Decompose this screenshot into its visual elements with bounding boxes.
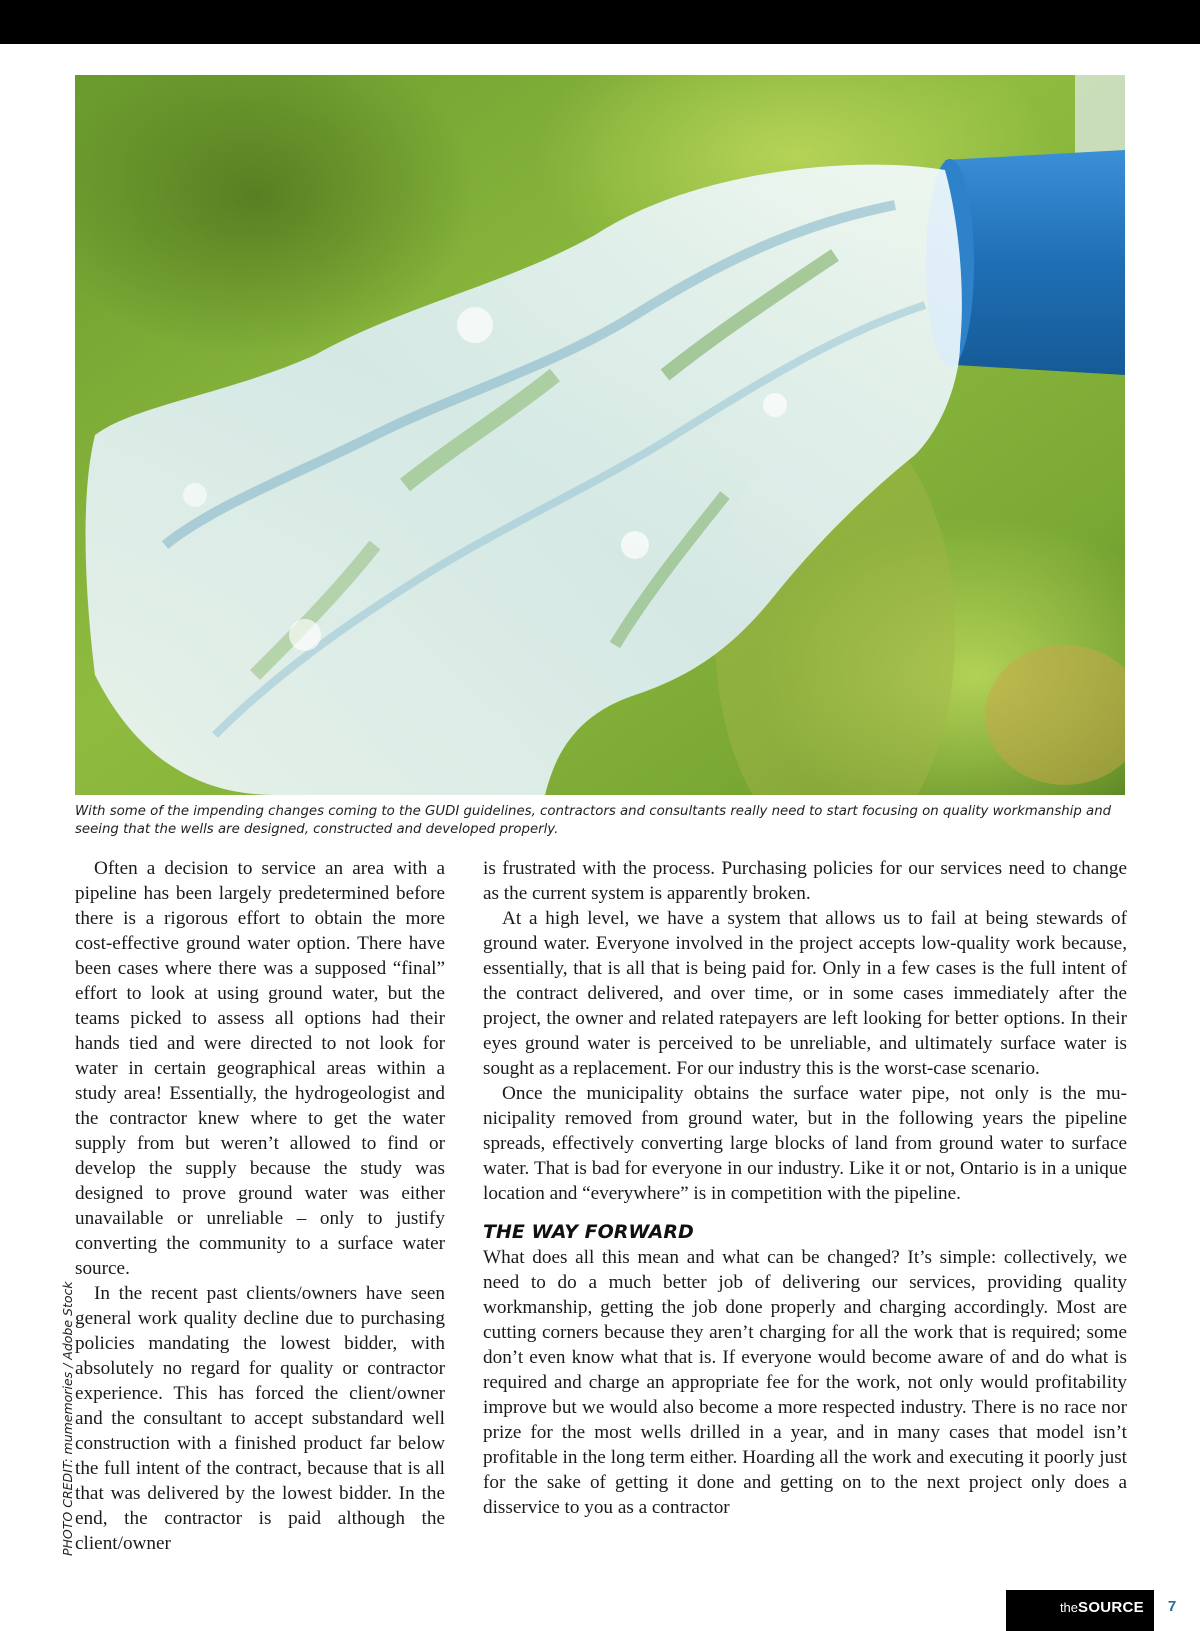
photo-credit: PHOTO CREDIT: mumemories / Adobe Stock — [60, 1281, 75, 1556]
top-black-bar — [0, 0, 1200, 44]
publication-prefix: the — [1059, 1600, 1079, 1615]
article-paragraph: In the recent past clients/owners have seen general work quality decline due to purchasing policies mandating the lowest bidder, with absolutely no regard for quality or contractor experience. This has forced the client/owner and the consultant to accept substandard well construction with a finished product far below the full intent of the contract, because that is all that was delivered by the lowest bidder. In the end, the contractor is paid although the client/owner — [75, 1283, 445, 1554]
article-left-column — [75, 856, 445, 1556]
article-paragraph: Often a decision to service an area with a pipeline has been largely predetermined before there is a rigorous effort to obtain the more cost-effective ground water option. There have been cases where there was a supposed “final” effort to look at using ground water, but the teams picked to assess all options had their hands tied and were directed to not look for water in certain geographical areas within a study area! Essentially, the hydrogeologist and the contractor knew where to get the water supply from but weren’t allowed to find or develop the supply because the study was designed to prove ground water was either unavailable or unreliable – only to justify converting the community to a surface water source. — [75, 858, 445, 1279]
publication-title: SOURCE — [1078, 1599, 1144, 1616]
article-paragraph: At a high level, we have a system that allows us to fail at being stewards of ground water. Everyone involved in the project accepts low-quality work because, essentially, that is all that is being paid for. Only in a few cases is the full intent of the contract delivered, and over time, or in some cases immediately after the project, the owner and related ratepayers are left looking for better options. In their eyes ground water is perceived to be unreliable, and ultimately surface water is sought as a replacement. For our industry this is the worst-case scenario. — [483, 908, 1127, 1079]
publication-footer — [1006, 1590, 1154, 1631]
article-paragraph: Once the municipality obtains the surface water pipe, not only is the municipality removed from ground water, but in the following years the pipeline spreads, effectively converting large blocks of land from ground water to surface water. That is bad for everyone in our industry. Like it or not, Ontario is in a unique location and “everywhere” is in competition with the pipeline. — [483, 1083, 1127, 1204]
section-heading: THE WAY FORWARD — [483, 1221, 694, 1243]
article-photo — [75, 75, 1125, 795]
article-paragraph: What does all this mean and what can be changed? It’s simple: collectively, we need to do a much better job of delivering our services, providing quality workmanship, getting the job done properly and charging accordingly. Most are cutting corners because they aren’t charging for all the work that is required; some don’t even know what that is. If everyone would become aware of and do what is required and charge an appropriate fee for the work, not only would profitability improve but we would also become a more respected industry. There is no race nor prize for the most wells drilled in a year, and in many cases that model isn’t profitable in the long term either. Hoarding all the work and executing it poorly just for the sake of getting it done and getting on to the next project only does a disservice to you as a contractor — [483, 1247, 1127, 1518]
water-pipe-illustration — [75, 75, 1125, 795]
page-number: 7 — [1167, 1598, 1177, 1615]
photo-caption: With some of the impending changes coming to the GUDI guidelines, contractors and consultants really need to start focusing on quality workmanship and seeing that the wells are designed, constructed and developed properly. — [75, 804, 1112, 837]
article-right-column — [483, 856, 1127, 1520]
article-paragraph: is frustrated with the process. Purchasing policies for our services need to change as the current system is apparently broken. — [483, 858, 1127, 904]
publication-name — [1060, 1598, 1144, 1618]
